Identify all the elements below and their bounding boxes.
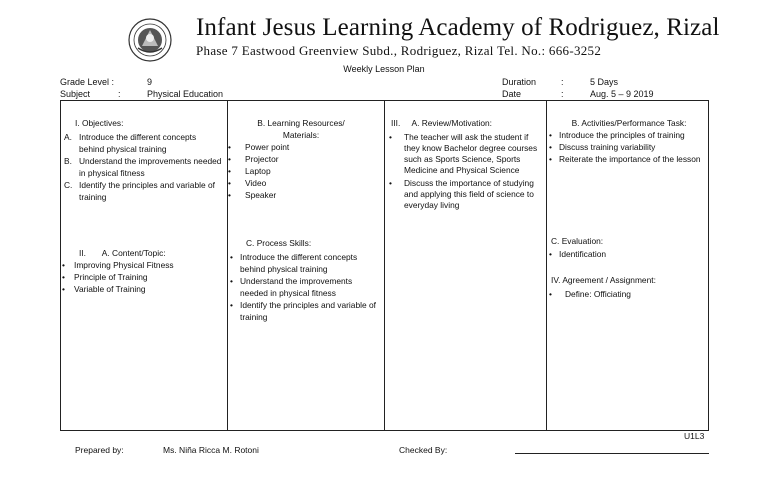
prepared-by-label: Prepared by: — [75, 445, 124, 455]
objectives-list — [64, 131, 222, 203]
agreement-list — [549, 288, 705, 300]
process-skills-title: C. Process Skills: — [246, 238, 312, 248]
review-item: • Discuss the importance of studying and applying this field of science to everyday living — [389, 178, 534, 210]
date-value: Aug. 5 – 9 2019 — [590, 89, 654, 99]
activity-item: • Discuss training variability — [549, 142, 656, 152]
checked-by-label: Checked By: — [399, 445, 448, 455]
lesson-plan-table — [60, 100, 709, 431]
materials-list — [228, 141, 378, 201]
evaluation-item: • Identification — [549, 249, 607, 259]
column-divider — [384, 101, 385, 430]
skill-item: • Introduce the different concepts behind physical training — [230, 252, 358, 274]
content-item: • Improving Physical Fitness — [62, 260, 174, 270]
signature-line — [515, 453, 709, 454]
content-item: • Variable of Training — [62, 284, 146, 294]
review-title: III. A. Review/Motivation: — [391, 118, 493, 128]
material-item: • Power point — [228, 142, 290, 152]
objective-item: C. Identify the principles and variable of training — [64, 180, 215, 202]
material-item: • Projector — [228, 154, 279, 164]
evaluation-title: C. Evaluation: — [551, 236, 604, 246]
material-item: • Speaker — [228, 190, 277, 200]
objectives-title: I. Objectives: — [75, 118, 124, 128]
process-skills-list — [230, 251, 382, 323]
date-colon: : — [561, 89, 564, 99]
activities-title: B. Activities/Performance Task: — [571, 118, 687, 128]
content-title: II. A. Content/Topic: — [79, 248, 166, 258]
subject-label: Subject — [60, 89, 91, 99]
duration-colon: : — [561, 77, 564, 87]
school-name: Infant Jesus Learning Academy of Rodriguez, Rizal — [196, 14, 720, 41]
review-list — [387, 132, 539, 211]
prepared-by-name: Ms. Niña Ricca M. Rotoni — [163, 445, 259, 455]
column-divider — [546, 101, 547, 430]
activity-item: • Reiterate the importance of the lesson — [549, 154, 701, 164]
date-label: Date — [502, 89, 522, 99]
activity-item: • Introduce the principles of training — [549, 130, 685, 140]
objective-item: A. Introduce the different concepts behind physical training — [64, 132, 197, 154]
duration-value: 5 Days — [590, 77, 619, 87]
evaluation-list — [549, 248, 705, 260]
grade-label: Grade Level : — [60, 77, 115, 87]
skill-item: • Identify the principles and variable of training — [230, 300, 376, 322]
skill-item: • Understand the improvements needed in physical fitness — [230, 276, 353, 298]
activities-list — [549, 129, 705, 165]
school-address: Phase 7 Eastwood Greenview Subd., Rodriguez, Rizal Tel. No.: 666-3252 — [196, 43, 602, 58]
resources-title: B. Learning Resources/ Materials: — [257, 118, 345, 140]
review-item: • The teacher will ask the student if they know Bachelor degree courses such as Sports Science, Sports Medicine and Physical Science — [389, 132, 538, 175]
material-item: • Video — [228, 178, 267, 188]
lesson-code: U1L3 — [684, 431, 705, 441]
agreement-item: • Define: Officiating — [549, 289, 631, 299]
subject-colon: : — [118, 89, 121, 99]
material-item: • Laptop — [228, 166, 271, 176]
agreement-title: IV. Agreement / Assignment: — [551, 275, 656, 285]
content-list — [62, 259, 222, 295]
grade-value: 9 — [147, 77, 153, 87]
subject-value: Physical Education — [147, 89, 224, 99]
duration-label: Duration — [502, 77, 537, 87]
objective-item: B. Understand the improvements needed in physical fitness — [64, 156, 222, 178]
school-seal-logo — [128, 18, 172, 62]
document-title: Weekly Lesson Plan — [343, 64, 425, 74]
content-item: • Principle of Training — [62, 272, 148, 282]
